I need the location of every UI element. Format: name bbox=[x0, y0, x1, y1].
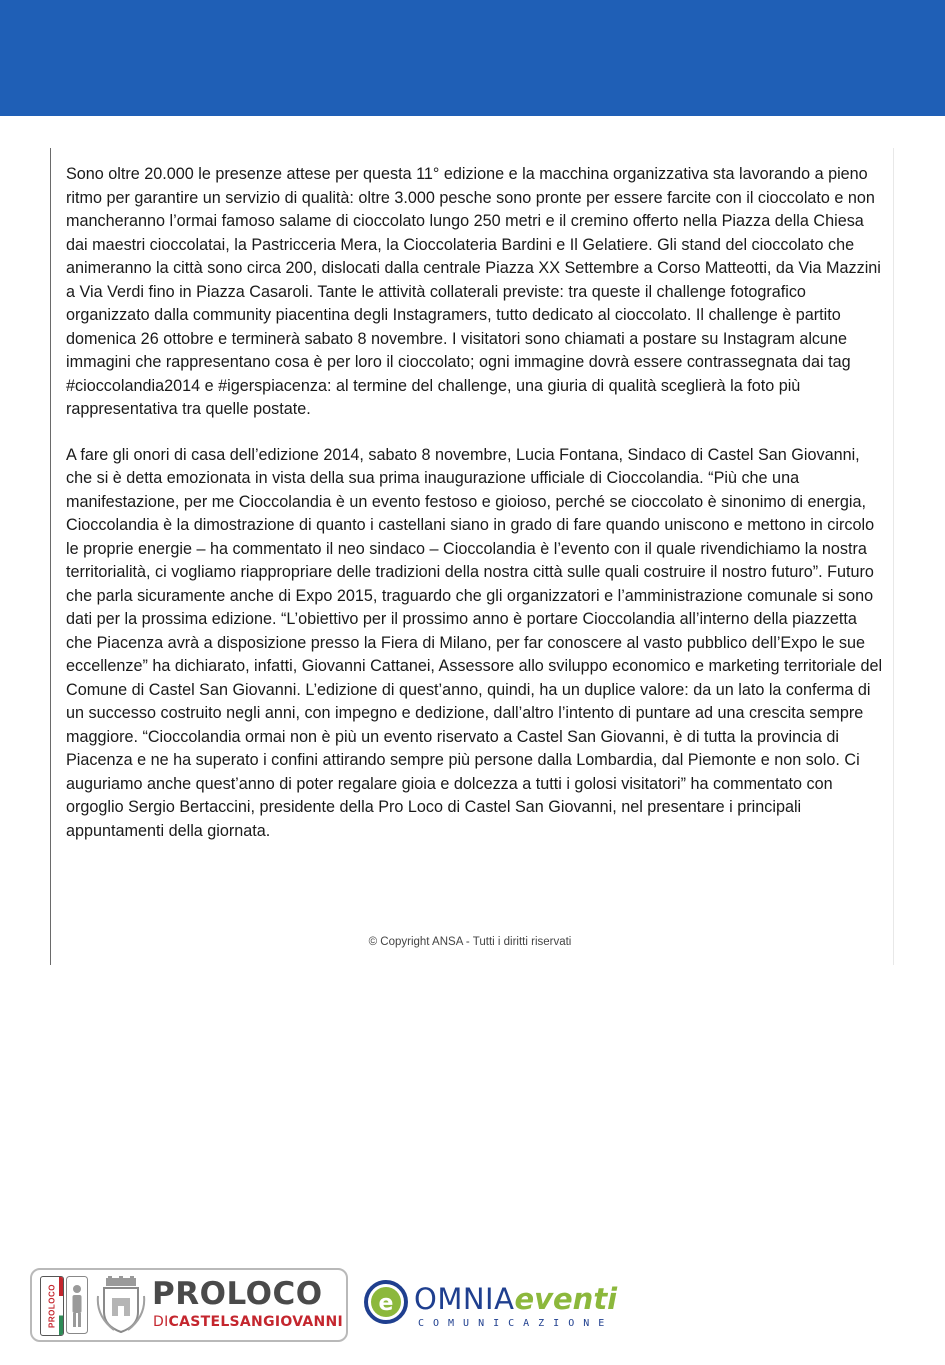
article-paragraph-1: Sono oltre 20.000 le presenze attese per questa 11° edizione e la macchina organizzativa sta lavorando a pieno ritmo per garantire un servizio di qualità: oltre 3.000 pesche sono pronte per essere farcite con il cioccolato e non mancheranno l’ormai famoso salame di cioccolato lungo 250 metri e il cremino offerto nella Piazza della Chiesa dai maestri cioccolatai, la Pastricceria Mera, la Cioccolateria Bardini e Il Gelatiere. Gli stand del cioccolato che animeranno la città sono circa 200, dislocati dalla centrale Piazza XX Settembre a Corso Matteotti, da Via Mazzini a Via Verdi fino in Piazza Casaroli. Tante le attività collaterali previste: tra queste il challenge fotografico organizzato dalla community piacentina degli Instagramers, tutto dedicato al cioccolato. Il challenge è partito domenica 26 ottobre e terminerà sabato 8 novembre. I visitatori sono chiamati a postare su Instagram alcune immagini che rappresentano cosa è per loro il cioccolato; ogni immagine dovrà essere contrassegnata dai tag #cioccolandia2014 e #igerspiacenza: al termine del challenge, una giuria di qualità sceglierà la foto più rappresentativa tra quelle postate. bbox=[66, 165, 881, 418]
proloco-title: PROLOCO bbox=[152, 1276, 323, 1312]
proloco-subtitle: DICASTELSANGIOVANNI bbox=[153, 1314, 344, 1330]
proloco-badge-icon bbox=[40, 1276, 64, 1336]
town-crest-icon bbox=[94, 1276, 148, 1334]
omnia-wordmark: OMNIAeventi bbox=[414, 1282, 618, 1316]
omnia-initial: e bbox=[378, 1291, 394, 1316]
person-icon bbox=[66, 1276, 88, 1334]
omnia-eventi-logo bbox=[360, 1272, 620, 1338]
article-paragraph-2: A fare gli onori di casa dell’edizione 2014, sabato 8 novembre, Lucia Fontana, Sindaco di Castel San Giovanni, che si è detta emozionata in vista della sua prima inaugurazione ufficiale di Cioccolandia. “Più che una manifestazione, per me Cioccolandia è un evento festoso e gioioso, perché se cioccolato è sinonimo di energia, Cioccolandia è la dimostrazione di quanto i castellani siano in grado di fare quando uniscono e mettono in circolo le proprie energie – ha commentato il neo sindaco – Cioccolandia è l’evento con il quale rivendichiamo la nostra territorialità, ci vogliamo riappropriare delle tradizioni della nostra città sulle quali costruire il nostro futuro”. Futuro che parla sicuramente anche di Expo 2015, traguardo che gli organizzatori e l’amministrazione comunale si sono dati per la prossima edizione. “L’obiettivo per il prossimo anno è portare Cioccolandia all’interno della piazzetta che Piacenza avrà a disposizione presso la Fiera di Milano, per far conoscere al vasto pubblico dell’Expo le sue eccellenze” ha dichiarato, infatti, Giovanni Cattanei, Assessore allo sviluppo economico e marketing territoriale del Comune di Castel San Giovanni. L’edizione di quest’anno, quindi, ha un duplice valore: da un lato la conferma di un successo costruito negli anni, con impegno e dedizione, dall’altro l’intento di puntare ad una crescita sempre maggiore. “Cioccolandia ormai non è più un evento riservato a Castel San Giovanni, è di tutta la provincia di Piacenza e ne ha superato i confini attirando sempre più persone dalla Lombardia, dal Piemonte e non solo. Ci auguriamo anche quest’anno di poter regalare gioia e dolcezza a tutti i golosi visitatori” ha commentato con orgoglio Sergio Bertaccini, presidente della Pro Loco di Castel San Giovanni, nel presentare i principali appuntamenti della giornata. bbox=[66, 445, 883, 840]
omnia-e-icon bbox=[364, 1280, 408, 1324]
article-body bbox=[66, 163, 886, 865]
header-band bbox=[0, 0, 945, 116]
proloco-badge-text: PROLOCO bbox=[47, 1284, 57, 1328]
proloco-logo bbox=[30, 1268, 348, 1342]
omnia-subtitle: COMUNICAZIONE bbox=[418, 1318, 614, 1329]
copyright-notice: © Copyright ANSA - Tutti i diritti riservati bbox=[368, 936, 572, 948]
